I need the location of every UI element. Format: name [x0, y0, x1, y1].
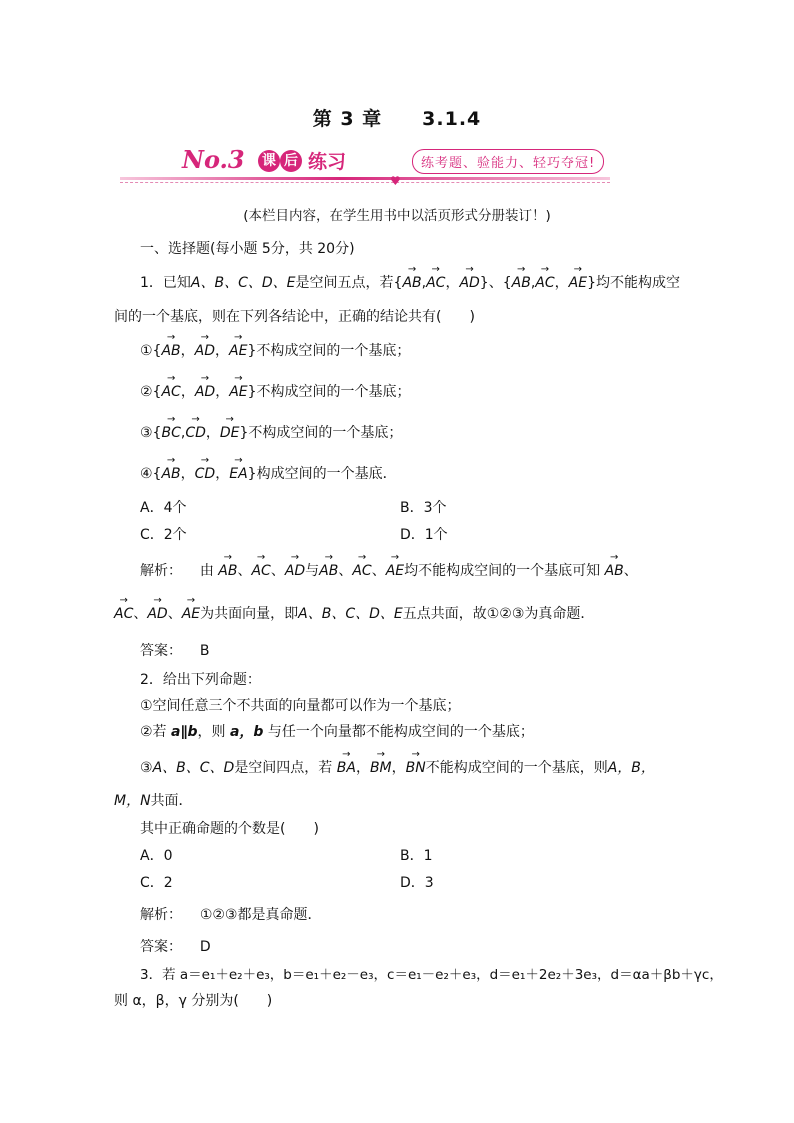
q1-option-a: A．4个 [140, 500, 187, 516]
q1-option-d: D．1个 [400, 527, 448, 543]
q1-conclusion-3: ③{→ BC,→ CD，→ DE}不构成空间的一个基底； [140, 422, 402, 442]
q2-proposition-3: ③A、B、C、D是空间四点，若 → BA，→ BM，→ BN不能构成空间的一个基底，则A，B， [140, 757, 655, 777]
q2-option-a: A．0 [140, 848, 173, 864]
q2-analysis: 解析： ①②③都是真命题． [140, 907, 322, 923]
q1-analysis-line1: 解析： 由 → AB、→ AC、→ AD与→ AB、→ AC、→ AE均不能构成空间的一个基底可知 → AB、 [140, 560, 638, 580]
q1-stem-line1: 1．已知A、B、C、D、E是空间五点，若{→ AB,→ AC，→ AD}、{→ AB,→ AC，→ AE}均不能构成空 [140, 272, 680, 292]
q1-conclusion-2: ②{→ AC，→ AD，→ AE}不构成空间的一个基底； [140, 381, 411, 401]
q3-stem-line1: 3．若 a＝e₁＋e₂＋e₃，b＝e₁＋e₂－e₃，c＝e₁－e₂＋e₃，d＝e₁＋2e₂＋3e₃，d＝αa＋βb＋γc， [140, 967, 723, 983]
q1-conclusion-1: ①{→ AB，→ AD，→ AE}不构成空间的一个基底； [140, 340, 410, 360]
q1-analysis-line2: → AC、→ AD、→ AE为共面向量，即A、B、C、D、E五点共面，故①②③为真命题． [114, 603, 594, 623]
binding-note: (本栏目内容，在学生用书中以活页形式分册装订！) [243, 208, 551, 224]
banner-hou-badge: 后 [280, 150, 302, 172]
q3-stem-line2: 则 α，β，γ 分别为( ) [114, 993, 273, 1009]
q2-option-b: B．1 [400, 848, 433, 864]
q1-option-b: B．3个 [400, 500, 447, 516]
heart-icon: ♥ [390, 174, 401, 188]
banner-number: No.3 [182, 145, 245, 174]
banner-ke-badge: 课 [258, 150, 280, 172]
banner-dashed-rule [120, 182, 610, 184]
q1-conclusion-4: ④{→ AB，→ CD，→ EA}构成空间的一个基底． [140, 463, 397, 483]
section-banner [120, 145, 620, 193]
q2-option-d: D．3 [400, 875, 434, 891]
q2-proposition-3-line2: M，N共面． [114, 793, 193, 809]
q2-proposition-1: ①空间任意三个不共面的向量都可以作为一个基底； [140, 698, 461, 714]
q1-stem-line2: 间的一个基底，则在下列各结论中，正确的结论共有( ) [114, 309, 475, 325]
section-heading: 一、选择题(每小题 5分，共 20分) [140, 241, 355, 257]
q1-option-c: C．2个 [140, 527, 187, 543]
q2-stem: 2．给出下列命题： [140, 672, 261, 688]
banner-lianxi: 练习 [308, 151, 347, 173]
page-title: 第 3 章 3.1.4 [312, 108, 482, 130]
q2-answer: 答案： D [140, 939, 211, 955]
q2-question: 其中正确命题的个数是( ) [140, 821, 319, 837]
q2-proposition-2: ②若 a∥b，则 a，b 与任一个向量都不能构成空间的一个基底； [140, 724, 534, 740]
q2-option-c: C．2 [140, 875, 173, 891]
q1-answer: 答案： B [140, 643, 210, 659]
banner-slogan: 练考题、验能力、轻巧夺冠! [412, 149, 604, 174]
banner-rule [120, 177, 610, 180]
